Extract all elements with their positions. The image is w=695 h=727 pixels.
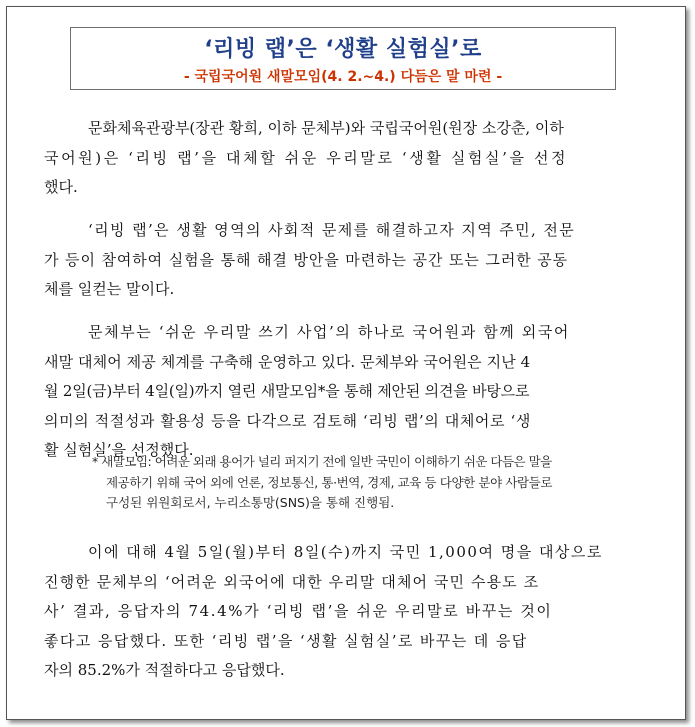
paragraph-1: [44, 114, 632, 203]
paragraph-line: 자의 85.2%가 적절하다고 응답했다.: [44, 661, 285, 679]
paragraph-line: 좋다고 응답했다. 또한 ‘리빙 랩’을 ‘생활 실험실’로 바꾸는 데 응답: [44, 631, 528, 650]
footnote: [92, 452, 638, 514]
page-title: ‘리빙 랩’은 ‘생활 실험실’로: [204, 37, 482, 62]
paragraph-2: [44, 216, 632, 305]
paragraph-line: 가 등이 참여하여 실험을 통해 해결 방안을 마련하는 공간 또는 그러한 공동: [44, 250, 569, 269]
footnote-line: * 새말모임: 어려운 외래 용어가 널리 퍼지기 전에 일반 국민이 이해하기 쉬운 다듬은 말을: [92, 454, 552, 469]
paragraph-line: ‘리빙 랩’은 생활 영역의 사회적 문제를 해결하고자 지역 주민, 전문: [88, 221, 576, 239]
paragraph-line: 새말 대체어 제공 체계를 구축해 운영하고 있다. 문체부와 국어원은 지난 4: [44, 352, 531, 371]
paragraph-3: [44, 318, 632, 466]
title-box: [70, 27, 616, 90]
paragraph-line: 문체부는 ‘쉬운 우리말 쓰기 사업’의 하나로 국어원과 함께 외국어: [88, 323, 571, 341]
paragraph-line: 체를 일컫는 말이다.: [44, 280, 175, 298]
paragraph-4: [44, 538, 632, 686]
paragraph-line: 했다.: [44, 178, 78, 196]
paragraph-line: 문화체육관광부(장관 황희, 이하 문체부)와 국립국어원(원장 소강춘, 이하: [88, 119, 564, 137]
footnote-line: 제공하기 위해 국어 외에 언론, 정보통신, 통·번역, 경제, 교육 등 다양한 분야 사람들로: [106, 474, 553, 490]
paragraph-line: 진행한 문체부의 ‘어려운 외국어에 대한 우리말 대체어 국민 수용도 조: [44, 572, 540, 591]
paragraph-line: 월 2일(금)부터 4일(일)까지 열린 새말모임*을 통해 제안된 의견을 바탕으로: [44, 382, 530, 400]
page-subtitle: - 국립국어원 새말모임(4. 2.~4.) 다듬은 말 마련 -: [183, 69, 503, 85]
paragraph-line: 활 실험실’을 선정했다.: [44, 441, 194, 459]
paragraph-line: 국어원)은 ‘리빙 랩’을 대체할 쉬운 우리말로 ‘생활 실험실’을 선정: [44, 148, 569, 167]
footnote-line: 구성된 위원회로서, 누리소통망(SNS)을 통해 진행됨.: [106, 495, 395, 510]
paragraph-line: 의미의 적절성과 활용성 등을 다각으로 검토해 ‘리빙 랩’의 대체어로 ‘생: [44, 411, 531, 430]
paragraph-line: 이에 대해 4월 5일(월)부터 8일(수)까지 국민 1,000여 명을 대상으로: [88, 543, 603, 561]
paragraph-line: 사’ 결과, 응답자의 74.4%가 ‘리빙 랩’을 쉬운 우리말로 바꾸는 것이: [44, 602, 553, 620]
